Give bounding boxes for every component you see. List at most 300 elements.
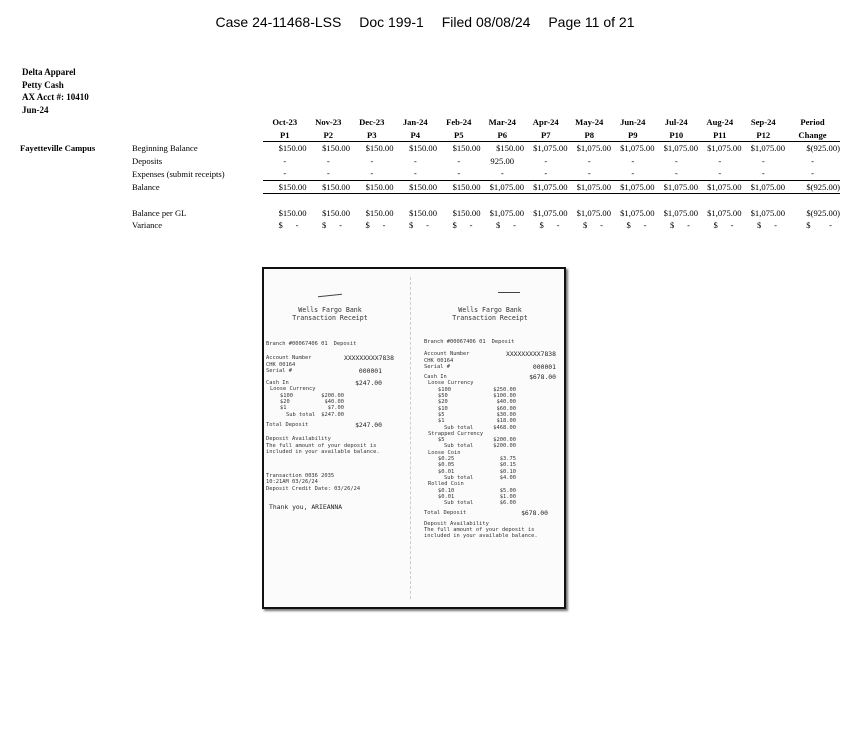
- location-cell: [20, 219, 132, 232]
- value-cell: [568, 207, 612, 220]
- subtotal: $468.00: [493, 424, 516, 431]
- amount: 150.00: [282, 207, 307, 218]
- month-header: Aug-24: [706, 117, 734, 128]
- value-cell: [785, 180, 840, 194]
- value-cell: [263, 142, 307, 155]
- value-cell: [307, 142, 351, 155]
- amount: 150.00: [282, 143, 307, 154]
- period-header: P6: [497, 129, 508, 140]
- amount: 1,075.00: [624, 207, 655, 218]
- amount: $100.00: [493, 393, 516, 400]
- currency-symbol: $: [806, 181, 811, 192]
- total-label: Total Deposit: [266, 421, 309, 428]
- value-cell: [437, 219, 481, 232]
- value-cell: [611, 207, 655, 220]
- value-cell: [655, 180, 699, 194]
- value-cell: -: [761, 155, 765, 166]
- cashin: $247.00: [355, 379, 382, 388]
- amount: (925.00): [810, 143, 840, 154]
- subtotal-label: Sub total: [444, 474, 474, 481]
- value-cell: [785, 219, 840, 232]
- value-wrap: [568, 208, 612, 218]
- month-header: Dec-23: [359, 117, 385, 128]
- value-cell: [698, 180, 742, 194]
- value-cell: -: [674, 168, 678, 179]
- amount: 1,075.00: [667, 181, 698, 192]
- amount: -: [643, 220, 647, 231]
- value-wrap: [263, 182, 307, 192]
- receipt-divider: [410, 277, 411, 599]
- value-wrap: [785, 220, 840, 230]
- amount: 1,075.00: [624, 143, 655, 154]
- serial: 000001: [358, 366, 382, 375]
- subtotal: $4.00: [499, 474, 516, 481]
- value-cell: [481, 219, 525, 232]
- value-cell: -: [326, 168, 330, 179]
- value-wrap: [263, 220, 307, 230]
- blank-cell: [132, 129, 263, 142]
- currency-symbol: $: [626, 220, 631, 231]
- value-wrap: [437, 220, 481, 230]
- value-cell: [524, 219, 568, 232]
- amount: (925.00): [810, 207, 840, 218]
- receipt-left: [266, 307, 394, 510]
- value-wrap: [437, 182, 481, 192]
- value-cell: [350, 219, 394, 232]
- change-header: Change: [798, 129, 827, 140]
- value-cell: [307, 207, 351, 220]
- currency-symbol: $: [365, 207, 370, 218]
- amount: 1,075.00: [711, 143, 742, 154]
- amount: -: [513, 220, 516, 231]
- amount: 150.00: [500, 143, 524, 154]
- subtotal-label: Sub total: [444, 500, 474, 507]
- coin-lines: [424, 456, 556, 475]
- currency-symbol: $: [278, 220, 283, 231]
- pen-mark: [318, 294, 342, 298]
- period-header: P7: [540, 129, 551, 140]
- currency-symbol: $: [452, 143, 457, 154]
- avail-2: The full amount of your deposit is: [266, 442, 377, 449]
- currency-symbol: $: [322, 143, 327, 154]
- row-label: Balance per GL: [132, 207, 187, 218]
- currency-symbol: $: [489, 207, 494, 218]
- value-cell: [394, 180, 438, 194]
- value-cell: [655, 219, 699, 232]
- value-cell: [307, 219, 351, 232]
- period-header: P1: [279, 129, 290, 140]
- amount: $0.10: [499, 468, 516, 475]
- amount: 150.00: [369, 207, 394, 218]
- month-header: Jul-24: [664, 117, 688, 128]
- value-cell: [350, 142, 394, 155]
- amount: $200.00: [321, 392, 344, 399]
- value-wrap: [698, 182, 742, 192]
- denom: $0.10: [438, 487, 455, 494]
- value-cell: -: [587, 155, 591, 166]
- value-wrap: [742, 208, 786, 218]
- value-wrap: [350, 220, 394, 230]
- case-number: Case 24-11468-LSS: [215, 14, 342, 30]
- company-name: Delta Apparel: [22, 67, 76, 77]
- amount: $60.00: [496, 405, 516, 412]
- value-cell: -: [457, 155, 461, 166]
- value-cell: -: [674, 155, 678, 166]
- currency-lines: [266, 393, 394, 412]
- value-cell: -: [326, 155, 330, 166]
- amount: -: [382, 220, 386, 231]
- amount: 1,075.00: [537, 143, 568, 154]
- value-cell: [481, 142, 525, 155]
- amount: 150.00: [326, 207, 350, 218]
- value-wrap: [611, 143, 655, 153]
- amount: 150.00: [326, 181, 350, 192]
- amount: $0.15: [499, 462, 516, 469]
- currency-symbol: $: [409, 207, 414, 218]
- value-cell: -: [631, 155, 635, 166]
- value-cell: [611, 180, 655, 194]
- amount: $7.00: [327, 405, 344, 412]
- month-header: Oct-23: [272, 117, 298, 128]
- amount: -: [469, 220, 473, 231]
- value-wrap: [307, 182, 351, 192]
- currency-symbol: $: [806, 143, 811, 154]
- value-cell: -: [544, 168, 548, 179]
- amount: -: [426, 220, 429, 231]
- location-cell: [20, 155, 132, 168]
- period-header: P4: [410, 129, 421, 140]
- value-wrap: [524, 182, 568, 192]
- coin-label: Loose Coin: [428, 449, 461, 456]
- value-cell: [568, 180, 612, 194]
- value-cell: [698, 219, 742, 232]
- loose-label: Loose Currency: [270, 386, 316, 393]
- amount: $40.00: [324, 399, 344, 406]
- currency-symbol: $: [806, 220, 811, 231]
- value-wrap: [568, 143, 612, 153]
- period-header: P10: [669, 129, 684, 140]
- value-wrap: [350, 208, 394, 218]
- currency-symbol: $: [750, 207, 755, 218]
- currency-symbol: $: [278, 207, 283, 218]
- currency-symbol: $: [452, 181, 457, 192]
- currency-symbol: $: [278, 143, 283, 154]
- value-cell: [742, 180, 786, 194]
- total: $678.00: [521, 509, 548, 518]
- amount: 1,075.00: [493, 181, 524, 192]
- avail-3: included in your available balance.: [424, 533, 538, 540]
- currency-symbol: $: [750, 181, 755, 192]
- currency-symbol: $: [713, 220, 718, 231]
- pen-mark: [498, 292, 520, 293]
- bank-name: Wells Fargo Bank: [458, 306, 522, 314]
- bank-name: Wells Fargo Bank: [298, 306, 362, 314]
- amount: $250.00: [493, 386, 516, 393]
- value-wrap: [785, 208, 840, 218]
- thanks: Thank you, ARIEANNA: [269, 503, 343, 512]
- currency-symbol: $: [576, 181, 581, 192]
- currency-symbol: $: [806, 207, 811, 218]
- period-header: P8: [584, 129, 595, 140]
- currency-symbol: $: [663, 207, 668, 218]
- currency-symbol: $: [582, 220, 588, 231]
- value-wrap: [263, 143, 307, 153]
- amount: (925.00): [810, 181, 840, 192]
- loose-label: Loose Currency: [428, 380, 474, 387]
- avail-1: Deposit Availability: [266, 436, 331, 443]
- currency-symbol: $: [620, 181, 625, 192]
- value-wrap: [742, 143, 786, 153]
- value-wrap: [437, 208, 481, 218]
- amount: $40.00: [496, 399, 516, 406]
- value-cell: [437, 180, 481, 194]
- branch: Branch #00067406 01: [424, 339, 486, 345]
- amount: 1,075.00: [580, 143, 611, 154]
- currency-symbol: $: [496, 143, 501, 154]
- amount: -: [829, 220, 832, 231]
- denom: $10: [438, 405, 448, 412]
- amount: 1,075.00: [754, 181, 785, 192]
- row-label: Balance: [132, 181, 160, 192]
- change-header: Period: [800, 117, 825, 128]
- value-cell: [350, 207, 394, 220]
- row-label: Beginning Balance: [132, 143, 198, 153]
- report-period: Jun-24: [22, 104, 49, 115]
- value-wrap: [524, 208, 568, 218]
- value-cell: [611, 219, 655, 232]
- value-cell: -: [811, 155, 814, 166]
- amount: $30.00: [496, 411, 516, 418]
- amount: 1,075.00: [667, 143, 698, 154]
- value-cell: [394, 142, 438, 155]
- value-cell: -: [811, 168, 814, 179]
- value-cell: [742, 219, 786, 232]
- amount: 1,075.00: [493, 207, 524, 218]
- subtotal-label: Sub total: [444, 443, 474, 450]
- rolled-label: Rolled Coin: [428, 481, 464, 488]
- credit-date: Deposit Credit Date: 03/26/24: [266, 485, 361, 492]
- receipt-title: Transaction Receipt: [452, 313, 528, 322]
- value-cell: [481, 207, 525, 220]
- value-cell: -: [718, 168, 722, 179]
- value-wrap: [611, 220, 655, 230]
- denom: $0.25: [438, 456, 455, 463]
- value-cell: -: [413, 168, 417, 179]
- value-wrap: [481, 208, 525, 218]
- denom: $100: [280, 392, 293, 399]
- value-wrap: [785, 182, 840, 192]
- currency-symbol: $: [533, 181, 538, 192]
- amount: -: [295, 220, 299, 231]
- currency-symbol: $: [489, 181, 494, 192]
- amount: 1,075.00: [711, 207, 742, 218]
- month-header-row: [20, 116, 840, 129]
- value-cell: [263, 180, 307, 194]
- currency-symbol: $: [452, 220, 457, 231]
- currency-symbol: $: [533, 143, 538, 154]
- amount: $18.00: [496, 418, 516, 425]
- value-wrap: [655, 220, 699, 230]
- subtotal: $200.00: [493, 443, 516, 450]
- value-wrap: [307, 143, 351, 153]
- value-cell: [524, 180, 568, 194]
- serial: 000001: [532, 362, 556, 371]
- page-number: Page 11 of 21: [548, 14, 635, 30]
- petty-cash-table: [20, 116, 840, 232]
- currency-lines: [424, 387, 556, 425]
- value-wrap: [394, 208, 438, 218]
- value-cell: -: [587, 168, 591, 179]
- denom: $5: [438, 437, 445, 444]
- receipt-title: Transaction Receipt: [292, 313, 368, 322]
- currency-symbol: $: [669, 220, 675, 231]
- denom: $0.05: [438, 462, 455, 469]
- value-wrap: [307, 220, 351, 230]
- rolled-lines: [424, 488, 556, 501]
- currency-symbol: $: [408, 220, 414, 231]
- amount: 150.00: [413, 143, 437, 154]
- currency-symbol: $: [663, 143, 668, 154]
- entity-block: [22, 66, 89, 116]
- currency-symbol: $: [495, 220, 501, 231]
- value-wrap: [350, 143, 394, 153]
- amount: -: [339, 220, 342, 231]
- currency-symbol: $: [620, 207, 625, 218]
- total: $247.00: [355, 420, 382, 429]
- month-header: Jun-24: [620, 117, 646, 128]
- value-cell: [785, 207, 840, 220]
- blank-cell: [20, 129, 132, 142]
- value-cell: -: [631, 168, 635, 179]
- cashin: $678.00: [529, 373, 556, 382]
- period-header: P9: [627, 129, 638, 140]
- value-wrap: [481, 182, 525, 192]
- value-cell: 925.00: [490, 155, 515, 166]
- value-cell: -: [761, 168, 765, 179]
- spacer-cell: [20, 194, 840, 207]
- denom: $20: [280, 399, 290, 406]
- value-wrap: [394, 182, 438, 192]
- currency-symbol: $: [707, 207, 712, 218]
- value-cell: [655, 207, 699, 220]
- acct-label: Account Number: [424, 351, 470, 358]
- filed-date: Filed 08/08/24: [441, 14, 531, 30]
- serial-label: Serial #: [424, 363, 450, 370]
- amount: 150.00: [456, 143, 481, 154]
- month-header: Mar-24: [488, 117, 516, 128]
- subtotal-label: Sub total: [286, 411, 316, 418]
- amount: 1,075.00: [580, 181, 611, 192]
- value-cell: [437, 207, 481, 220]
- chk: CHK 00164: [424, 357, 454, 364]
- value-cell: [263, 207, 307, 220]
- currency-symbol: $: [365, 181, 370, 192]
- avail-3: included in your available balance.: [266, 448, 380, 455]
- currency-symbol: $: [750, 143, 755, 154]
- currency-symbol: $: [322, 207, 327, 218]
- acct-number: XXXXXXXXX7838: [343, 354, 394, 363]
- period-header-row: [20, 129, 840, 142]
- denom: $0.01: [438, 468, 455, 475]
- blank-cell: [20, 116, 132, 129]
- value-wrap: [655, 143, 699, 153]
- location-cell: [20, 167, 132, 180]
- value-cell: [394, 207, 438, 220]
- value-wrap: [481, 220, 525, 230]
- serial-label: Serial #: [266, 367, 292, 374]
- data-row-balance: [20, 180, 840, 194]
- month-header: Sep-24: [750, 117, 776, 128]
- value-cell: -: [283, 155, 287, 166]
- value-cell: [263, 219, 307, 232]
- value-cell: -: [500, 168, 504, 179]
- amount: $5.00: [499, 487, 516, 494]
- value-wrap: [481, 143, 525, 153]
- location-cell: [20, 207, 132, 220]
- data-row-deposits: [20, 155, 840, 168]
- currency-symbol: $: [576, 143, 581, 154]
- value-wrap: [698, 208, 742, 218]
- month-header: Nov-23: [315, 117, 342, 128]
- value-cell: [655, 142, 699, 155]
- spacer-row: [20, 194, 840, 207]
- chk: CHK 00164: [266, 361, 296, 368]
- value-cell: [698, 207, 742, 220]
- amount: $200.00: [493, 437, 516, 444]
- currency-symbol: $: [756, 220, 762, 231]
- value-wrap: [524, 143, 568, 153]
- currency-symbol: $: [620, 143, 625, 154]
- value-cell: [437, 142, 481, 155]
- period-header: P2: [323, 129, 334, 140]
- acct-number: XXXXXXXXX7838: [505, 350, 556, 359]
- value-wrap: [394, 220, 438, 230]
- denom: $0.01: [438, 493, 455, 500]
- value-wrap: [698, 220, 742, 230]
- amount: -: [687, 220, 690, 231]
- value-cell: -: [718, 155, 722, 166]
- value-wrap: [394, 143, 438, 153]
- deposit-receipts-image: [262, 267, 566, 609]
- amount: 150.00: [369, 181, 394, 192]
- currency-symbol: $: [539, 220, 544, 231]
- value-cell: [742, 142, 786, 155]
- value-wrap: [698, 143, 742, 153]
- value-wrap: [350, 182, 394, 192]
- subtotal: $247.00: [321, 411, 344, 418]
- receipt-right: [424, 307, 556, 540]
- value-cell: [350, 180, 394, 194]
- value-cell: -: [370, 155, 374, 166]
- value-cell: [785, 142, 840, 155]
- cashin-label: Cash In: [424, 374, 447, 381]
- month-header: Feb-24: [446, 117, 472, 128]
- denom: $100: [438, 386, 451, 393]
- amount: 150.00: [456, 207, 481, 218]
- amount: $3.75: [499, 456, 516, 463]
- amount: 1,075.00: [667, 207, 698, 218]
- value-wrap: [307, 208, 351, 218]
- period-header: P3: [366, 129, 377, 140]
- court-header: [0, 14, 850, 30]
- location-cell: [20, 180, 132, 194]
- value-wrap: [655, 182, 699, 192]
- amount: 1,075.00: [624, 181, 655, 192]
- value-wrap: [568, 220, 612, 230]
- subtotal-label: Sub total: [444, 424, 474, 431]
- cashin-label: Cash In: [266, 380, 289, 387]
- row-label: Expenses (submit receipts): [132, 168, 225, 179]
